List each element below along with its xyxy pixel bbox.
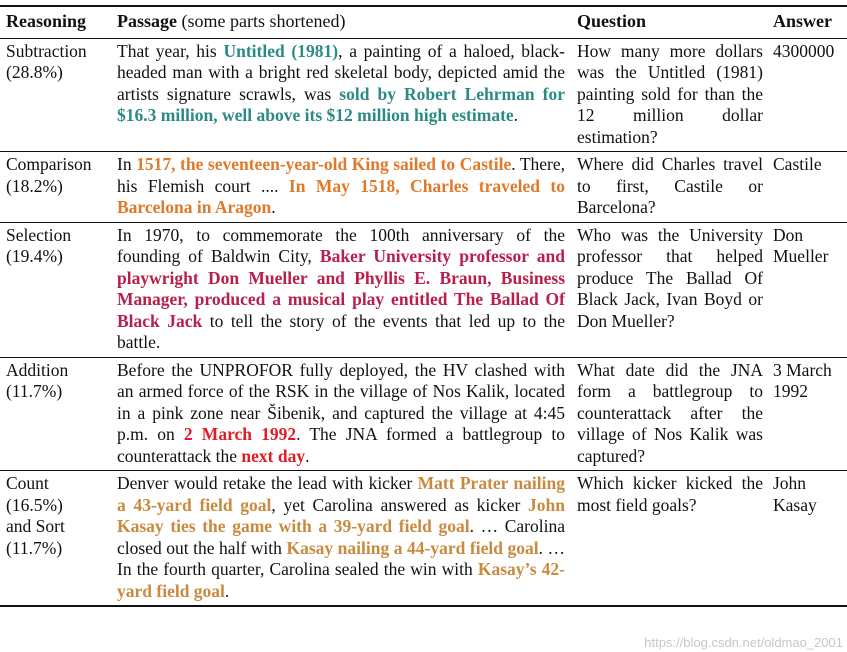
reasoning-percentage: (11.7%) — [6, 381, 63, 401]
watermark-text: https://blog.csdn.net/oldmao_2001 — [644, 635, 843, 650]
passage-text: , yet Carolina answered as kicker — [271, 494, 529, 515]
passage-text: to tell the story of the events that led up to the battle. — [117, 310, 565, 352]
reasoning-cell — [0, 152, 111, 222]
passage-cell — [111, 223, 571, 357]
reasoning-type: Addition — [6, 359, 69, 380]
question-cell: Where did Charles travel to first, Castile or Barcelona? — [577, 154, 763, 217]
passage-text: . — [224, 580, 230, 601]
question-cell: What date did the JNA form a battlegroup to counterattack after the village of Nos Kalik was captured? — [577, 359, 763, 466]
reasoning-percentage: (18.2%) — [6, 175, 63, 196]
reasoning-percentage: (28.8%) — [6, 62, 63, 82]
answer-cell: 3 March 1992 — [773, 359, 832, 401]
passage-highlight: next day — [241, 445, 306, 466]
passage-highlight: Matt Prater nailing a 43-yard field goal — [117, 473, 565, 515]
passage-text: . The JNA formed a battlegroup to counterattack the — [117, 424, 565, 466]
header-passage-note: (some parts shortened) — [181, 11, 346, 31]
reasoning-type: Count — [6, 473, 49, 493]
reasoning-type: Selection — [6, 224, 72, 245]
header-passage — [111, 7, 571, 38]
answer-cell: John Kasay — [773, 473, 817, 515]
passage-text: In — [117, 154, 137, 174]
passage-text: , a painting of a haloed, black-headed man with a bright red skeletal body, depicted amid the artists signature scrawls, was — [117, 40, 566, 104]
table-header-row — [0, 7, 847, 39]
passage-cell — [111, 358, 571, 471]
reasoning-cell — [0, 39, 111, 152]
question-cell: How many more dollars was the Untitled (1981) painting sold for than the 12 million dollar estimation? — [577, 40, 763, 147]
passage-highlight: Kasay’s 42-yard field goal — [117, 559, 565, 601]
passage-highlight: 1517, the seventeen-year-old King sailed to Castile — [136, 154, 512, 174]
header-answer: Answer — [773, 11, 832, 31]
reasoning-examples-table — [0, 5, 847, 607]
passage-text: . There, his Flemish court .... — [117, 154, 565, 196]
header-question: Question — [577, 11, 647, 31]
passage-cell — [111, 39, 571, 152]
passage-highlight: Baker University professor and playwright Don Mueller and Phyllis E. Braun, Business Manager, produced a musical play entitled The Ballad Of Black Jack — [117, 246, 565, 331]
answer-cell: 4300000 — [773, 40, 835, 61]
reasoning-cell — [0, 223, 111, 357]
answer-cell: Don Mueller — [773, 224, 829, 266]
passage-text: . — [305, 445, 310, 466]
passage-text: In 1970, to commemorate the 100th anniversary of the founding of Baldwin City, — [117, 224, 565, 266]
passage-highlight: 2 March 1992 — [183, 424, 297, 444]
reasoning-percentage: (16.5%) — [6, 494, 63, 515]
passage-text: . — [271, 197, 276, 217]
table-row-subtraction — [0, 39, 847, 153]
table-row-selection — [0, 223, 847, 358]
reasoning-type: Comparison — [6, 154, 92, 174]
passage-highlight: John Kasay ties the game with a 39-yard field goal — [117, 494, 565, 536]
reasoning-cell — [0, 471, 111, 605]
table-row-count-sort — [0, 471, 847, 605]
passage-cell — [111, 471, 571, 605]
passage-highlight: sold by Robert Lehrman for $16.3 million, well above its $12 million high estimate — [117, 83, 565, 125]
reasoning-type: Subtraction — [6, 40, 87, 61]
passage-highlight: Untitled (1981) — [223, 40, 339, 61]
reasoning-percentage: (19.4%) — [6, 246, 63, 266]
question-cell: Who was the University professor that helped produce The Ballad Of Black Jack, Ivan Boyd or Don Mueller? — [577, 224, 763, 331]
passage-text: Denver would retake the lead with kicker — [117, 473, 418, 493]
passage-text: . — [513, 105, 519, 125]
passage-text: Before the UNPROFOR fully deployed, the HV clashed with an armed force of the RSK in the village of Nos Kalik, located in a pink zone near Šibenik, and captured the village at 4:45 p.m. on — [117, 359, 565, 444]
passage-cell — [111, 152, 571, 222]
passage-text: That year, his — [117, 40, 224, 61]
reasoning-percentage-secondary: (11.7%) — [6, 537, 63, 558]
passage-highlight: In May 1518, Charles traveled to Barcelona in Aragon — [117, 175, 565, 217]
answer-cell: Castile — [773, 154, 822, 174]
passage-text: . … Carolina closed out the half with — [117, 516, 565, 558]
passage-text: . … In the fourth quarter, Carolina sealed the win with — [117, 537, 566, 579]
reasoning-type-secondary: and Sort — [6, 516, 65, 536]
table-row-addition — [0, 358, 847, 472]
question-cell: Which kicker kicked the most field goals? — [577, 473, 763, 515]
header-reasoning: Reasoning — [6, 11, 87, 31]
header-passage-label: Passage — [117, 11, 177, 31]
reasoning-cell — [0, 358, 111, 471]
table-row-comparison — [0, 152, 847, 223]
passage-highlight: Kasay nailing a 44-yard field goal — [286, 537, 539, 558]
